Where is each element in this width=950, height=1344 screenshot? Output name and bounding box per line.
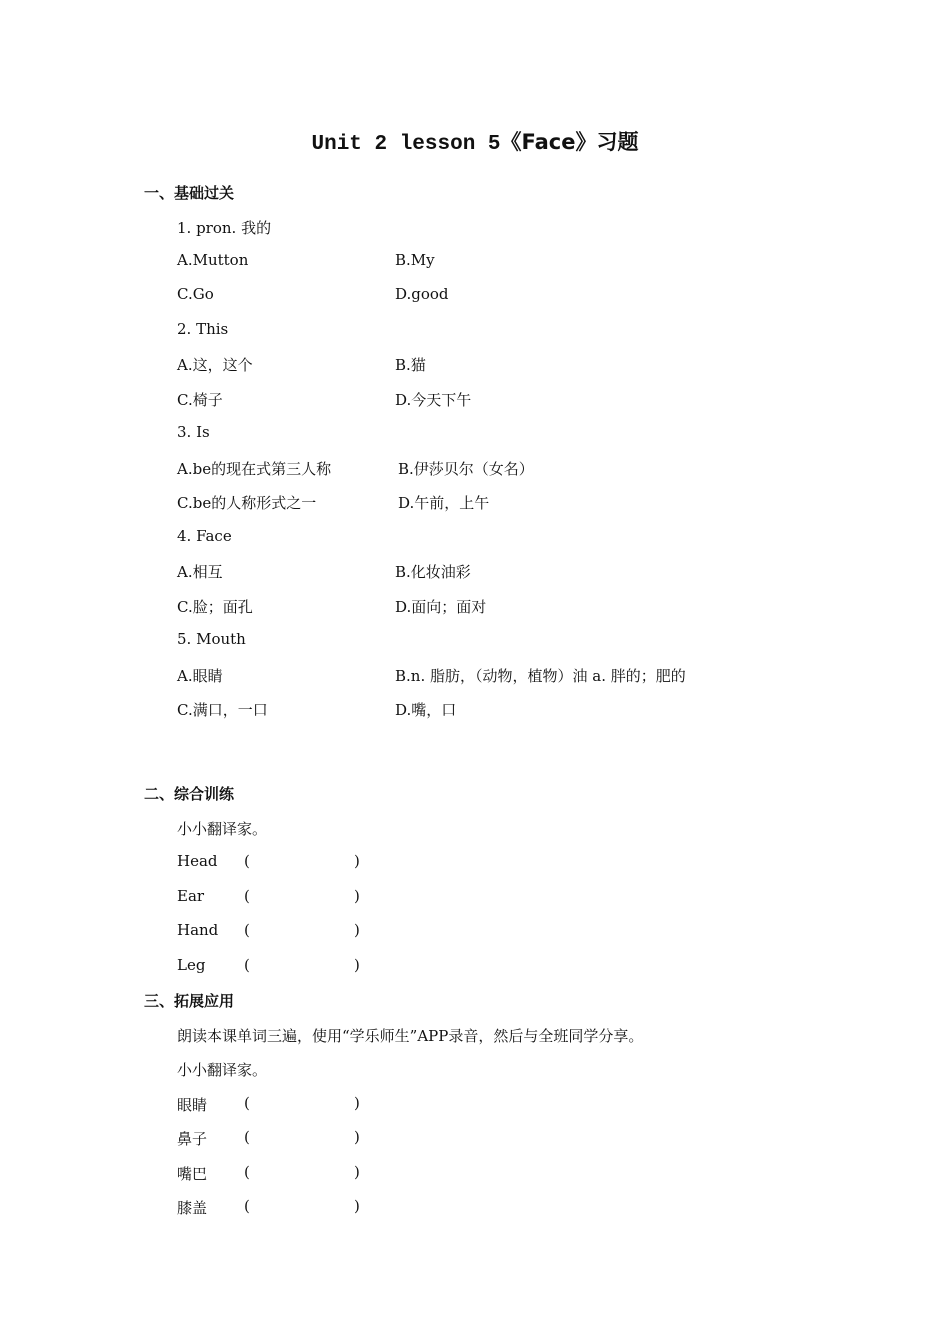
s3-blank-4-open: ( bbox=[244, 1197, 250, 1215]
q3-option-d: D.午前，上午 bbox=[398, 494, 490, 512]
s3-word-3: 嘴巴 bbox=[177, 1165, 208, 1183]
s2-word-3: Hand bbox=[177, 921, 219, 939]
s3-blank-2-close: ) bbox=[354, 1128, 360, 1146]
s3-word-1: 眼睛 bbox=[177, 1096, 208, 1114]
q3-option-b: B.伊莎贝尔（女名） bbox=[398, 460, 534, 478]
section2-intro: 小小翻译家。 bbox=[177, 820, 268, 838]
q5-option-a: A.眼睛 bbox=[177, 667, 223, 685]
q1-option-b: B.My bbox=[395, 251, 435, 269]
section2-heading: 二、综合训练 bbox=[144, 785, 235, 803]
q3-stem: 3. Is bbox=[177, 423, 210, 441]
q2-option-a: A.这，这个 bbox=[177, 356, 253, 374]
q4-option-c: C.脸；面孔 bbox=[177, 598, 253, 616]
q4-option-d: D.面向；面对 bbox=[395, 598, 487, 616]
q2-option-b: B.猫 bbox=[395, 356, 426, 374]
s2-word-4: Leg bbox=[177, 956, 206, 974]
s3-blank-1-open: ( bbox=[244, 1094, 250, 1112]
s2-blank-1-close: ) bbox=[354, 852, 360, 870]
s3-blank-3-close: ) bbox=[354, 1163, 360, 1181]
q4-option-b: B.化妆油彩 bbox=[395, 563, 471, 581]
section1-heading: 一、基础过关 bbox=[144, 184, 235, 202]
s2-blank-2-open: ( bbox=[244, 887, 250, 905]
s2-blank-2-close: ) bbox=[354, 887, 360, 905]
q2-option-d: D.今天下午 bbox=[395, 391, 472, 409]
s3-word-2: 鼻子 bbox=[177, 1130, 208, 1148]
s2-blank-4-open: ( bbox=[244, 956, 250, 974]
q5-option-d: D.嘴，口 bbox=[395, 701, 457, 719]
s2-blank-3-open: ( bbox=[244, 921, 250, 939]
section3-heading: 三、拓展应用 bbox=[144, 992, 235, 1010]
q4-stem: 4. Face bbox=[177, 527, 232, 545]
q2-stem: 2. This bbox=[177, 320, 229, 338]
q1-option-d: D.good bbox=[395, 285, 449, 303]
s2-blank-1-open: ( bbox=[244, 852, 250, 870]
title-main: Unit 2 lesson 5 bbox=[311, 133, 501, 156]
s3-blank-2-open: ( bbox=[244, 1128, 250, 1146]
s2-blank-3-close: ) bbox=[354, 921, 360, 939]
q5-option-c: C.满口，一口 bbox=[177, 701, 268, 719]
q5-stem: 5. Mouth bbox=[177, 630, 246, 648]
s3-word-4: 膝盖 bbox=[177, 1199, 208, 1217]
title-sub: 《Face》习题 bbox=[500, 130, 639, 154]
section3-intro: 小小翻译家。 bbox=[177, 1061, 268, 1079]
q3-option-c: C.be的人称形式之一 bbox=[177, 494, 317, 512]
s2-word-2: Ear bbox=[177, 887, 205, 905]
s3-blank-4-close: ) bbox=[354, 1197, 360, 1215]
s2-blank-4-close: ) bbox=[354, 956, 360, 974]
q3-option-a: A.be的现在式第三人称 bbox=[177, 460, 332, 478]
q1-option-c: C.Go bbox=[177, 285, 214, 303]
page-title bbox=[0, 126, 950, 156]
s2-word-1: Head bbox=[177, 852, 218, 870]
q4-option-a: A.相互 bbox=[177, 563, 223, 581]
q1-option-a: A.Mutton bbox=[177, 251, 249, 269]
section3-instruction: 朗读本课单词三遍，使用“学乐师生”APP录音，然后与全班同学分享。 bbox=[177, 1027, 644, 1045]
s3-blank-3-open: ( bbox=[244, 1163, 250, 1181]
q5-option-b: B.n. 脂肪，（动物，植物）油 a. 胖的；肥的 bbox=[395, 667, 686, 685]
q2-option-c: C.椅子 bbox=[177, 391, 223, 409]
s3-blank-1-close: ) bbox=[354, 1094, 360, 1112]
q1-stem: 1. pron. 我的 bbox=[177, 219, 272, 237]
